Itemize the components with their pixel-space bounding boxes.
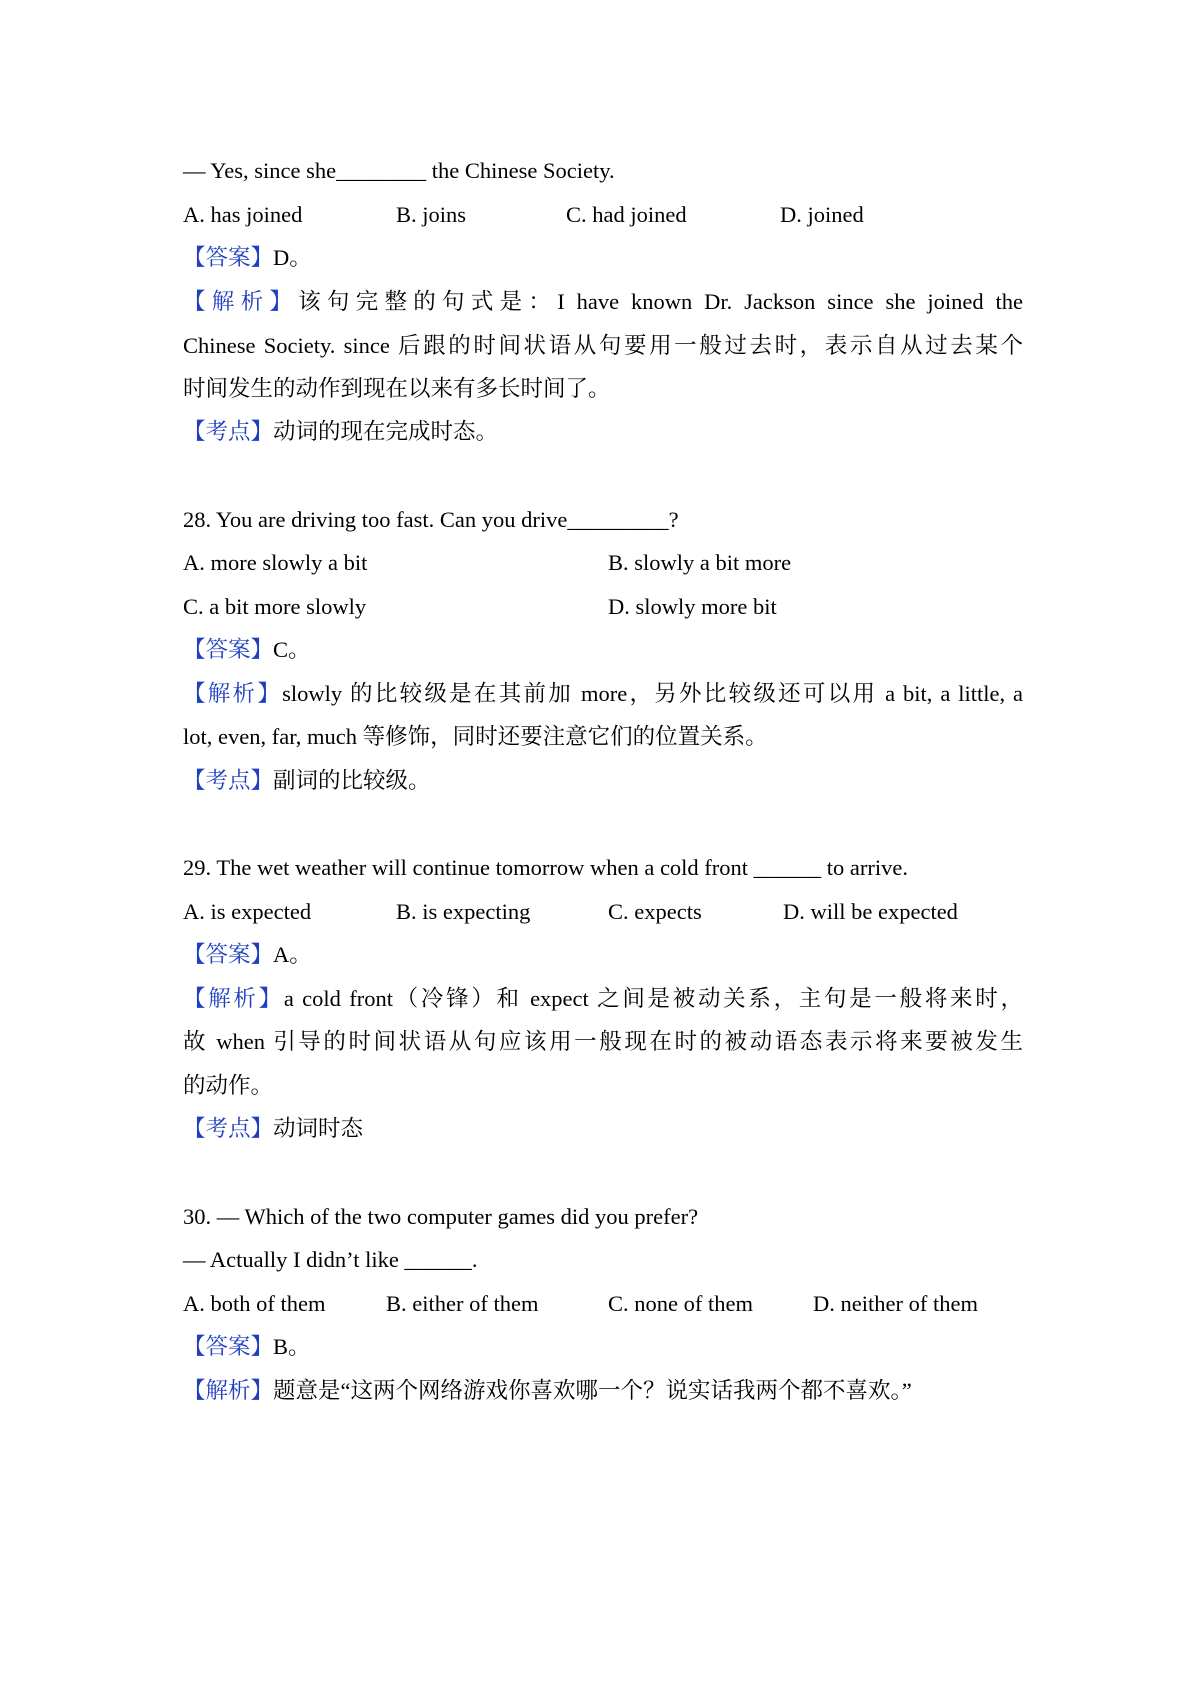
q29-option-a: A. is expected	[183, 899, 312, 924]
q30-analysis-line-1	[183, 1377, 1023, 1405]
q30-analysis-text-1: 题意是“这两个网络游戏你喜欢哪一个？说实话我两个都不喜欢。”	[273, 1378, 912, 1403]
q29-analysis-text-1: a cold front（冷锋）和 expect 之间是被动关系，主句是一般将来时，	[283, 986, 1023, 1011]
q29-option-d: D. will be expected	[783, 899, 958, 924]
q28-answer-tag: 【答案】	[183, 637, 274, 662]
q27-analysis-tag: 【解析】	[183, 289, 299, 314]
q28-analysis-line-1	[183, 680, 1023, 708]
q27-option-d: D. joined	[780, 202, 864, 227]
q27-point	[183, 418, 1023, 446]
q27-analysis-text-1: 该句完整的句式是：I have known Dr. Jackson since she joined the	[298, 289, 1023, 314]
q28-answer-value: C。	[273, 637, 311, 662]
q30-answer-value: B。	[273, 1334, 311, 1359]
q28-option-a: A. more slowly a bit	[183, 550, 368, 575]
q29-answer	[183, 941, 1023, 969]
q30-option-b: B. either of them	[386, 1291, 539, 1316]
q30-answer-tag: 【答案】	[183, 1334, 274, 1359]
q29-point-value: 动词时态	[273, 1116, 364, 1141]
q29-option-c: C. expects	[608, 899, 702, 924]
q29-option-b: B. is expecting	[396, 899, 531, 924]
q30-option-a: A. both of them	[183, 1291, 326, 1316]
q27-point-value: 动词的现在完成时态。	[273, 419, 499, 444]
q30-stem: 30. — Which of the two computer games did you prefer?	[183, 1204, 699, 1229]
q30-answer	[183, 1333, 1023, 1361]
q28-analysis-text-1: slowly 的比较级是在其前加 more，另外比较级还可以用 a bit, a little, a	[282, 681, 1023, 706]
q28-stem: 28. You are driving too fast. Can you drive_________?	[183, 507, 679, 532]
q28-option-c: C. a bit more slowly	[183, 594, 367, 619]
q28-answer	[183, 636, 1023, 664]
q29-point	[183, 1115, 1023, 1143]
q30-option-c: C. none of them	[608, 1291, 753, 1316]
q27-analysis-line-1	[183, 288, 1023, 316]
q29-analysis-line-3: 的动作。	[183, 1073, 274, 1098]
q29-analysis-line-2: 故 when 引导的时间状语从句应该用一般现在时的被动语态表示将来要被发生	[183, 1029, 1023, 1054]
q27-analysis-line-2: Chinese Society. since 后跟的时间状语从句要用一般过去时，表示自从过去某个	[183, 333, 1023, 358]
q28-point-value: 副词的比较级。	[273, 768, 431, 793]
q27-answer-tag: 【答案】	[183, 245, 274, 270]
q27-option-b: B. joins	[396, 202, 467, 227]
q30-option-d: D. neither of them	[813, 1291, 978, 1316]
q28-option-d: D. slowly more bit	[608, 594, 777, 619]
q29-analysis-tag: 【解析】	[183, 986, 284, 1011]
q30-stem-reply: — Actually I didn’t like ______.	[183, 1247, 478, 1272]
q29-answer-tag: 【答案】	[183, 942, 274, 967]
q27-stem-reply: — Yes, since she________ the Chinese Society.	[183, 158, 615, 183]
q27-answer-value: D。	[273, 245, 312, 270]
q29-answer-value: A。	[273, 942, 312, 967]
q27-answer	[183, 244, 1023, 272]
q30-analysis-tag: 【解析】	[183, 1378, 274, 1403]
q27-point-tag: 【考点】	[183, 419, 274, 444]
q29-point-tag: 【考点】	[183, 1116, 274, 1141]
q28-point	[183, 767, 1023, 795]
q28-point-tag: 【考点】	[183, 768, 274, 793]
q29-analysis-line-1	[183, 985, 1023, 1013]
q29-stem: 29. The wet weather will continue tomorrow when a cold front ______ to arrive.	[183, 855, 909, 880]
q27-option-c: C. had joined	[566, 202, 687, 227]
q28-analysis-tag: 【解析】	[183, 681, 283, 706]
q27-option-a: A. has joined	[183, 202, 303, 227]
q27-analysis-line-3: 时间发生的动作到现在以来有多长时间了。	[183, 376, 611, 401]
q28-analysis-line-2: lot, even, far, much 等修饰，同时还要注意它们的位置关系。	[183, 724, 768, 749]
q28-option-b: B. slowly a bit more	[608, 550, 792, 575]
